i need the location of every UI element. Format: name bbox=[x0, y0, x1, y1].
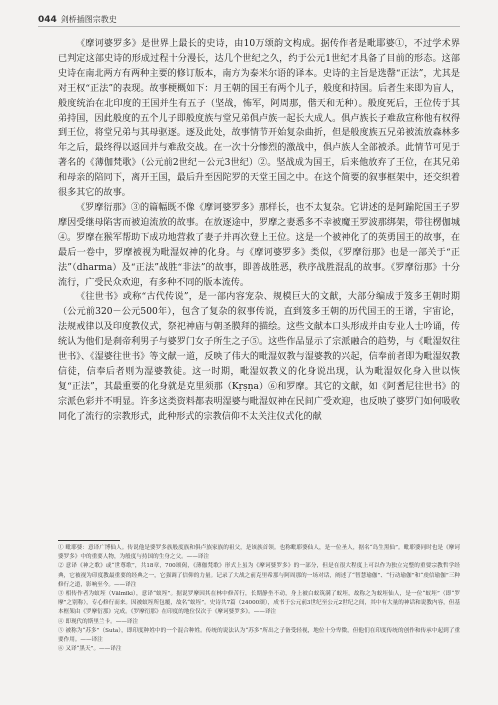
footnote: ④ 即现代的斯里兰卡。——译注 bbox=[58, 618, 139, 625]
paragraph-mahabharata: 《摩诃婆罗多》是世界上最长的史诗，由10万颂韵文构成。据传作者是毗耶婆①，不过学术界已判定这部史诗的形成过程十分漫长，达几个世纪之久，约于公元1世纪才具备了目前的形态。这部史诗在南北两方有两种主要的修订版本，南方为泰米尔语的译本。史诗的主旨是选罄“正法”，尤其是对王权“正法”的表现。故事梗概如下：月王朝的国王有两个儿子，般度和持国。后者生来即为盲人，般度统治在北印度的王国并生有五子（坚战，怖军，阿周那，偕天和无种）。般度死后，王位传于其弟持国，因此般度的五个儿子即般度族与堂兄弟俱卢族一起长大成人。俱卢族长子难敌宣称他有权得到王位，将堂兄弟与其母驱逐。逐及此处，故事情节开始复杂曲折，但是般度族五兄弟被流放森林多年之后，最终得以返回并与难敌交战。在一次十分惨烈的激战中，俱卢族人全部被杀。此情节可见于著名的《薄伽梵歌》（公元前2世纪－公元3世纪）②。坚战成为国王，后来他放弃了王位，在其兄弟和母亲的陪同下，离开王国，最后升至因陀罗的天堂王国之中。在这个简要的叙事框架中，还交织着很多其它的故事。 bbox=[58, 39, 460, 199]
footnote: ⑥ 又译“黑天”。——译注 bbox=[58, 646, 122, 653]
main-text bbox=[58, 37, 460, 425]
footnote: ⑤ 被称为“苏多”（Suta），即印度种姓中的一个混合种姓。传统的说法认为“苏多”所出之子备受轻视，地位十分卑微，但他们在印度传统的创作和传承中起到了重要作用。——译注 bbox=[58, 627, 460, 644]
footnotes bbox=[58, 544, 460, 654]
book-title: 剑桥插图宗教史 bbox=[60, 15, 117, 24]
page-number: 044 bbox=[38, 15, 57, 25]
footnote: ① 毗耶婆：意译广博仙人。传说他是婆罗多族般度族和俱卢族家族的祖父，是该族首领。也称毗耶婆仙人，是一位圣人，据名“岛生黑仙”。毗耶婆同时也是《摩诃婆罗多》中的重要人物，为般度与持国的生身之父。——译注 bbox=[58, 545, 460, 561]
footnote-divider bbox=[58, 540, 120, 541]
footnote: ② 意译《神之歌》或“世尊歌”，共18章，700颂偈，《薄伽梵歌》形式上虽为《摩诃婆罗多》的一部分，但是在很大程度上可以作为独立完整的重要宗教哲学经典，它被视为印度教最重要的经典之一，它强调了信仰的力量。记录了大战之前克里希那与阿周那的一场对话，阐述了“智慧瑜伽”、“行动瑜伽”和“虔信瑜伽”三种修行之道，影响至今。——译注 bbox=[58, 563, 460, 588]
paragraph-ramayana: 《罗摩衍那》③的篇幅既不像《摩诃婆罗多》那样长，也不太复杂。它讲述的是阿踰陀国王子罗摩因受继母陷害而被迫流放的故事。在放逐途中，罗摩之妻悉多不幸被魔王罗波那绑架，带往楞伽城④。罗摩在猴军帮助下成功地营救了妻子并再次登上王位。这是一个被神化了的英勇国王的故事，在最后一卷中，罗摩被视为毗湿奴神的化身。与《摩诃婆罗多》类似，《罗摩衍那》也是一部关于“正法”（dharma）及“正法”战胜“非法”的故事，即善战胜恶，秩序战胜混乱的故事。《罗摩衍那》十分流行，广受民众欢迎，有多种不同的版本流传。 bbox=[58, 202, 460, 288]
running-header bbox=[38, 14, 117, 25]
footnote: ③ 相传作者为蚁垤（Vālmīki），意译“蚁垤”。据说罗摩因其在林中修苦行，长期静坐不动，身上被白蚁筑满了蚁垤，故称之为蚁垤仙人，是一位“蚁垤”（即“罗摩”之别称），专心修行而来。因被蚁垤所包覆，故名“蚁垤”。史诗共7篇（24000颂），成书于公元前3世纪至公元2世纪之间，其中有大量的神话和说教内容，但基本框架由《罗摩衍那》完成。《罗摩衍那》在印度的地位仅次于《摩诃婆罗多》。——译注 bbox=[58, 591, 460, 616]
header-divider bbox=[38, 26, 460, 27]
paragraph-puranas: 《往世书》或称“古代传说”，是一部内容宠杂、规模巨大的文献，大部分编成于笈多王朝时期（公元前320－公元500年），包含了复杂的叙事传说，直到笈多王朝的历代国王的王谱，宇宙论，法规戒律以及印度教仪式，祭祀神庙与朝圣膜拜的描绘。这些文献本口头形成并由专业人士吟诵，传统认为他们是刹帝利男子与婆罗门女子所生之子⑤。这些作品显示了宗派融合的趋势，与《毗湿奴往世书》、《湿婆往世书》等文献一道，反映了伟大的毗湿奴教与湿婆教的兴起，信奉前者即为毗湿奴教信徒，信奉后者则为湿婆教徒。这一时期，毗湿奴教义的化身说出现，认为毗湿奴化身入世以恢复“正法”，其最重要的化身就是克里须那（Kṛṣṇa）⑥和罗摩。其它的文献，如《阿耆尼往世书》的宗派色彩并不明显。许多这类资料都表明湿婆与毗湿奴神在民间广受欢迎，也反映了婆罗门如何吸收同化了流行的宗教形式，此种形式的宗教信仰不太关注仪式化的献 bbox=[58, 292, 460, 422]
